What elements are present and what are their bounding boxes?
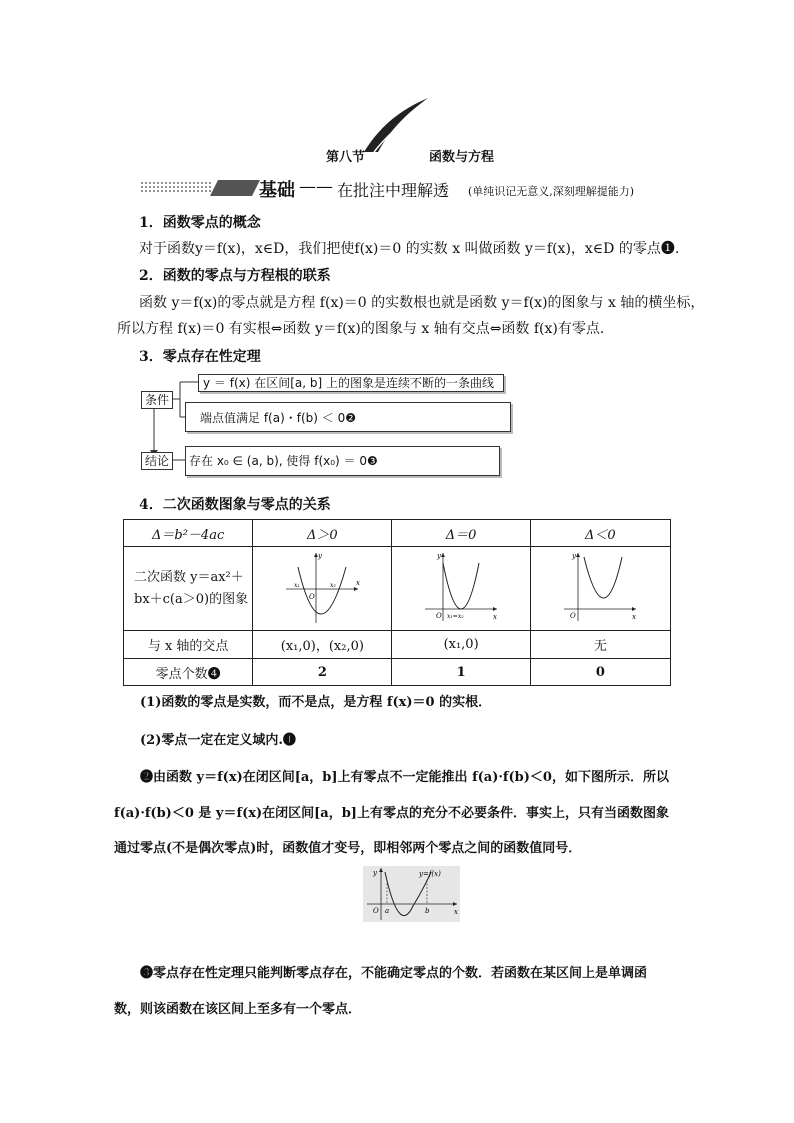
intersection-one: (x₁,0) [392, 631, 530, 659]
axis-x-label: x [493, 612, 498, 621]
origin-label: O [570, 611, 577, 620]
continuous-curve-graph [363, 866, 460, 922]
zero-count-none: 0 [530, 659, 670, 686]
intersection-label: 与 x 轴的交点 [124, 631, 253, 659]
graph-label-line-1: 二次函数 y＝ax²＋ [134, 569, 244, 585]
origin-label: O [373, 907, 379, 915]
table-header-negative: Δ＜0 [530, 520, 670, 547]
s2-line2: 所以方程 f(x)＝0 有实根⇔函数 y＝f(x)的图象与 x 轴有交点⇔函数 f(x)有零点． [117, 321, 614, 337]
swoosh-decoration-icon [360, 96, 432, 156]
root-x1-label: x₁ [294, 581, 301, 589]
s3-heading: 3．零点存在性定理 [139, 349, 261, 365]
s2-line1: 函数 y＝f(x)的零点就是方程 f(x)＝0 的实数根也就是函数 y＝f(x)的图象与 x 轴的横坐标， [139, 295, 705, 311]
conclusion-label: 结论 [141, 452, 173, 470]
banner-dash: —— [299, 177, 333, 197]
parabola-two-roots-graph [282, 549, 362, 625]
table-header-zero: Δ＝0 [392, 520, 530, 547]
table-header-positive: Δ＞0 [253, 520, 392, 547]
double-root-label: x₁=x₂ [447, 612, 464, 620]
conclusion-box: 存在 x₀ ∈ (a, b), 使得 f(x₀) ＝ 0❸ [185, 446, 500, 476]
s4-heading: 4．二次函数图象与零点的关系 [139, 497, 331, 513]
graph-no-root [530, 547, 670, 631]
condition-label: 条件 [141, 391, 173, 409]
curve-label: y=f(x) [419, 870, 441, 878]
intersection-none: 无 [530, 631, 670, 659]
origin-label: O [436, 611, 442, 620]
axis-y-label: y [318, 551, 323, 560]
parabola-no-root-graph [560, 549, 640, 625]
axis-x-label: x [356, 578, 361, 587]
note-2: (2)零点一定在定义域内.❶ [140, 733, 296, 748]
axis-y-label: y [437, 551, 442, 560]
s2-heading: 2．函数的零点与方程根的联系 [139, 268, 331, 284]
note-4-line-1: ❸零点存在性定理只能判断零点存在，不能确定零点的个数．若函数在某区间上是单调函 [140, 966, 648, 981]
zero-count-two: 2 [253, 659, 392, 686]
table-row [124, 659, 671, 686]
s1-heading: 1．函数零点的概念 [139, 215, 261, 231]
condition-2-box: 端点值满足 f(a)・f(b) ＜ 0❷ [185, 402, 511, 432]
parabola-one-root-graph [421, 549, 501, 625]
condition-1-box: y ＝ f(x) 在区间[a, b] 上的图象是连续不断的一条曲线 [198, 374, 504, 392]
note-4-line-2: 数，则该函数在该区间上至多有一个零点． [114, 1002, 362, 1017]
banner-note: (单纯识记无意义,深刻理解提能力) [468, 185, 635, 198]
note-3-line-3: 通过零点(不是偶次零点)时，函数值才变号，即相邻两个零点之间的函数值同号． [114, 841, 582, 856]
table-row [124, 547, 671, 631]
banner-sub: 在批注中理解透 [337, 181, 450, 200]
axis-y-label: y [373, 869, 377, 877]
section-number: 第八节 [326, 150, 366, 165]
graph-two-roots [253, 547, 392, 631]
table-graph-label [124, 547, 253, 631]
axis-x-label: x [454, 908, 458, 916]
banner-bar-icon [210, 180, 260, 196]
origin-label: O [309, 592, 316, 601]
point-b-label: b [425, 907, 430, 915]
table-row [124, 520, 671, 547]
table-header-delta: Δ＝b²－4ac [124, 520, 253, 547]
note-3-line-2: f(a)·f(b)＜0 是 y＝f(x)在闭区间[a，b]上有零点的充分不必要条件．事实上，只有当函数图象 [114, 806, 669, 821]
graph-label-line-2: bx＋c(a＞0)的图象 [134, 591, 249, 607]
graph-one-root [392, 547, 530, 631]
axis-y-label: y [572, 551, 577, 560]
page-title: 函数与方程 [429, 150, 495, 165]
root-x2-label: x₂ [330, 581, 337, 589]
note-3-line-1: ❷由函数 y＝f(x)在闭区间[a，b]上有零点不一定能推出 f(a)·f(b)＜0，如下图所示．所以 [140, 770, 669, 785]
s1-text: 对于函数y＝f(x)，x∈D，我们把使f(x)＝0 的实数 x 叫做函数 y＝f(x)，x∈D 的零点❶. [139, 241, 680, 257]
banner-dots [140, 181, 212, 194]
example-figure [363, 866, 460, 922]
note-1: (1)函数的零点是实数，而不是点，是方程 f(x)＝0 的实根． [140, 695, 492, 710]
intersection-two: (x₁,0)，(x₂,0) [253, 631, 392, 659]
zero-count-one: 1 [392, 659, 530, 686]
axis-x-label: x [632, 612, 637, 621]
quadratic-zero-table [123, 519, 671, 686]
zero-count-label: 零点个数❹ [124, 659, 253, 686]
banner-main: 基础 [259, 180, 295, 201]
point-a-label: a [385, 907, 390, 915]
table-row [124, 631, 671, 659]
